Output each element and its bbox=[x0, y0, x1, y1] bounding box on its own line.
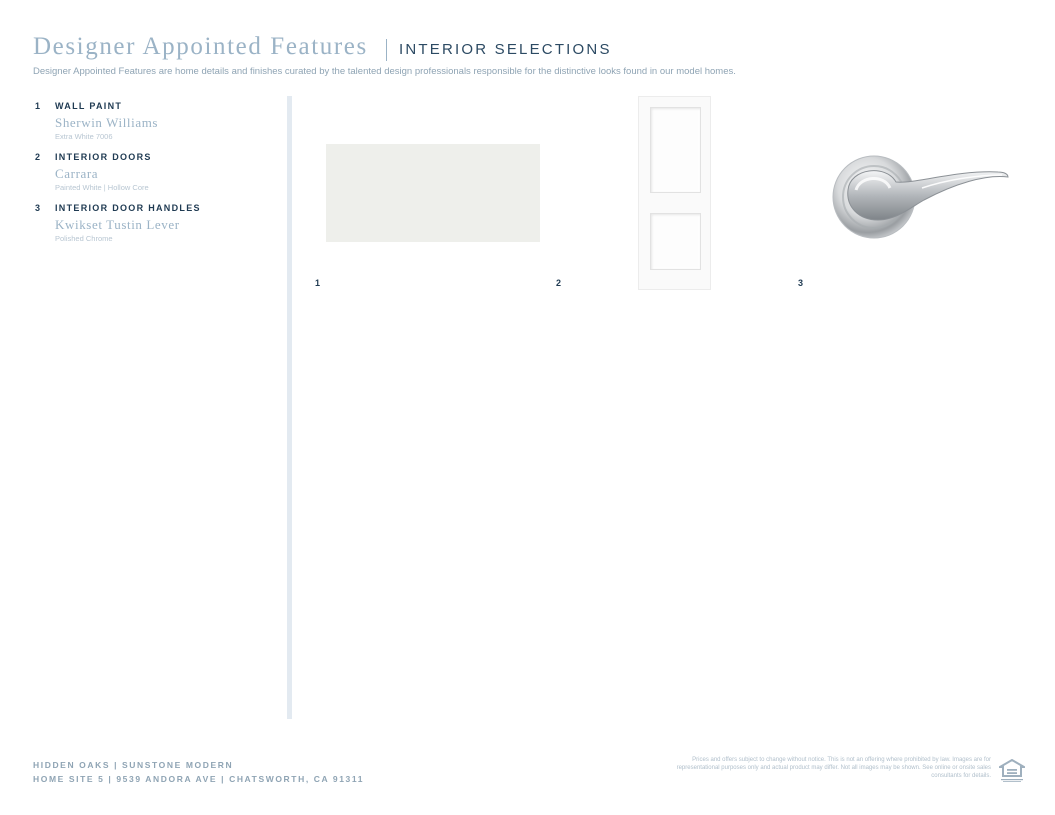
equal-housing-opportunity-icon bbox=[999, 759, 1025, 783]
door-lower-panel bbox=[650, 213, 701, 270]
title-divider bbox=[386, 39, 387, 61]
page-description: Designer Appointed Features are home details and finishes curated by the talented design professionals responsible for the distinctive looks found in our model homes. bbox=[33, 66, 736, 77]
item-number: 1 bbox=[35, 101, 41, 111]
item-detail: Extra White 7006 bbox=[55, 132, 113, 141]
community-name: HIDDEN OAKS | SUNSTONE MODERN bbox=[33, 760, 234, 770]
home-site-address: HOME SITE 5 | 9539 ANDORA AVE | CHATSWORTH, CA 91311 bbox=[33, 774, 365, 784]
page-title: Designer Appointed Features bbox=[33, 33, 368, 60]
image-label-2: 2 bbox=[556, 278, 562, 288]
door-upper-panel bbox=[650, 107, 701, 193]
image-label-3: 3 bbox=[798, 278, 804, 288]
item-number: 2 bbox=[35, 152, 41, 162]
item-title: INTERIOR DOORS bbox=[55, 152, 152, 162]
legal-disclaimer: Prices and offers subject to change without notice. This is not an offering where prohibited by law. Images are for representational purposes only and actual product may differ. Not all images may be shown. See online or onsite sales consultants for details. bbox=[676, 757, 991, 779]
item-brand: Carrara bbox=[55, 166, 99, 181]
paint-swatch bbox=[326, 144, 540, 242]
item-title: WALL PAINT bbox=[55, 101, 123, 111]
item-title: INTERIOR DOOR HANDLES bbox=[55, 203, 201, 213]
item-detail: Painted White | Hollow Core bbox=[55, 183, 149, 192]
item-detail: Polished Chrome bbox=[55, 234, 113, 243]
door-image bbox=[638, 96, 711, 290]
item-brand: Kwikset Tustin Lever bbox=[55, 217, 180, 232]
item-number: 3 bbox=[35, 203, 41, 213]
door-handle-image bbox=[826, 150, 1016, 245]
page-subtitle: INTERIOR SELECTIONS bbox=[399, 41, 612, 58]
image-label-1: 1 bbox=[315, 278, 321, 288]
item-brand: Sherwin Williams bbox=[55, 115, 159, 130]
vertical-divider bbox=[287, 96, 292, 719]
